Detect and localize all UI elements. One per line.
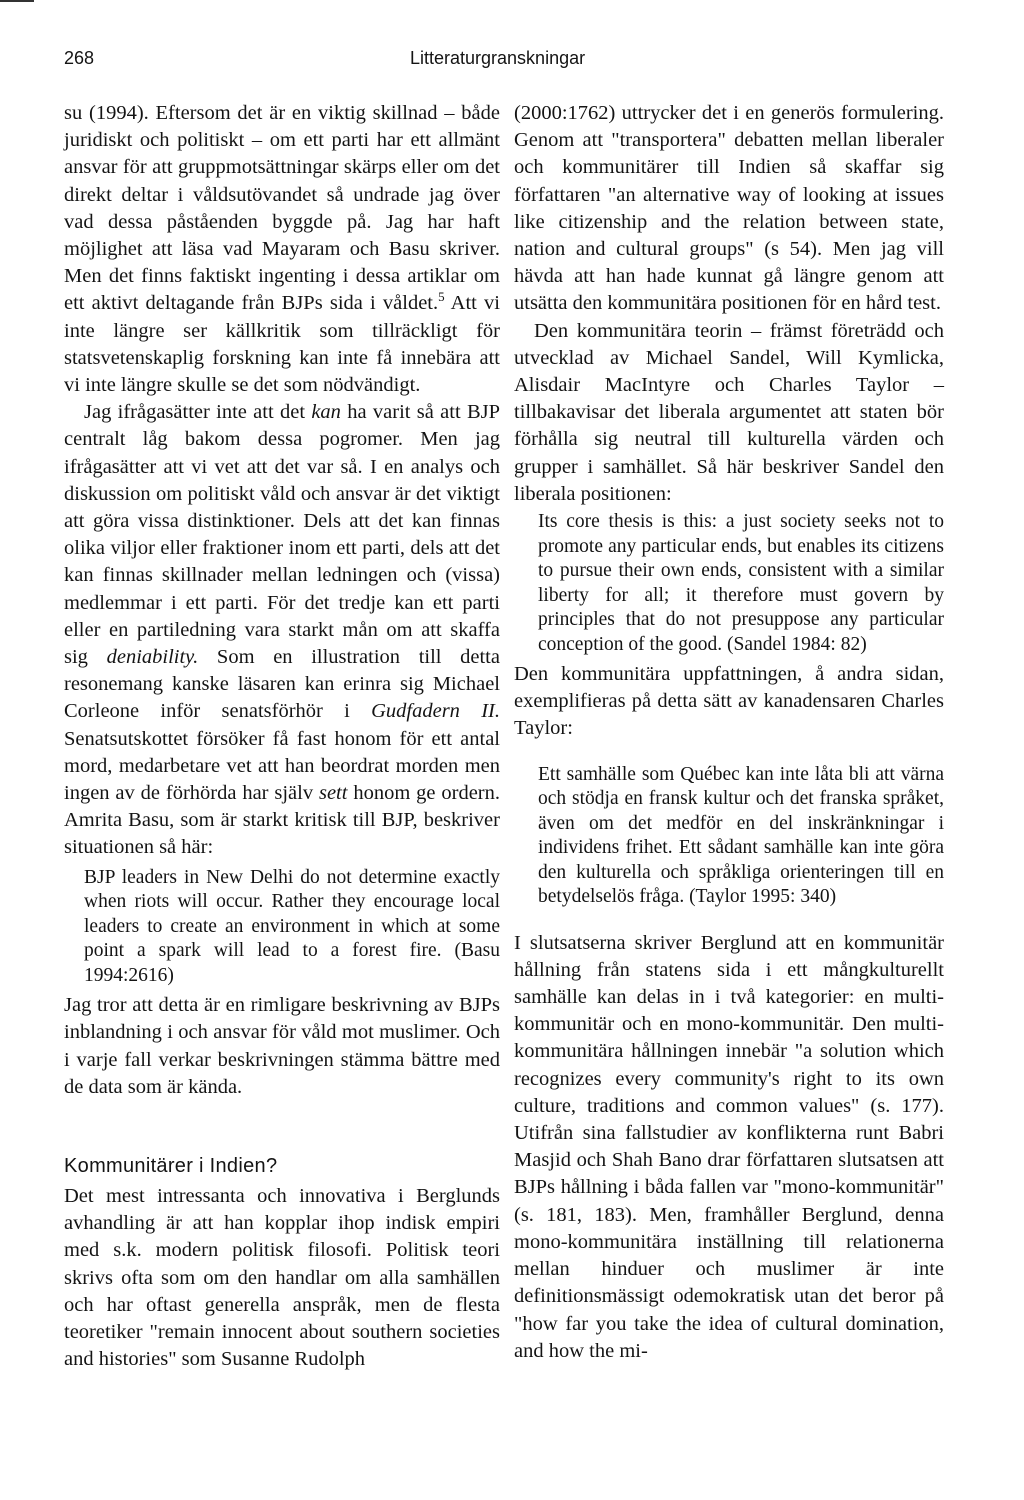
text-run: Som en illustration till detta resonemang kanske läsaren kan erinra sig Michael Corleone inför senatsförhör i (64, 646, 500, 723)
emphasis: sett (318, 782, 348, 805)
block-quote: Ett samhälle som Québec kan inte låta bli att värna och stödja en fransk kultur och det franska språket, även om det medför en del inskränkningar i individens frihet. Ett sådant samhälle kan inte göra den kulturella och språkliga orienteringen till en betydelselös fråga. (Taylor 1995: 340) (538, 763, 944, 908)
paragraph (64, 100, 500, 399)
text-run: Att vi inte längre ser källkritik som tillräckligt för statsvetenskaplig forskning kan inte få innebära att vi inte längre skulle se det som nödvändigt. (64, 292, 500, 397)
paragraph: Det mest intressanta och innovativa i Berglunds avhandling är att han kopplar ihop indisk empiri med s.k. modern politisk filosofi. Politisk teori skrivs ofta som om den handlar om alla samhällen och har oftast generella anspråk, men de flesta teoretiker "remain innocent about southern societies and histories" som Susanne Rudolph (64, 1185, 500, 1371)
paragraph: Jag tror att detta är en rimligare beskrivning av BJPs inblandning i och ansvar för våld mot muslimer. Och i varje fall verkar beskrivningen stämma bättre med de data som är kända. (64, 994, 500, 1098)
section-heading: Kommunitärer i Indien? (64, 1155, 278, 1177)
block-quote: Its core thesis is this: a just society seeks not to promote any particular ends, but enables its citizens to pursue their own ends, consistent with a similar liberty for all; it therefore must govern by principles that do not presuppose any particular conception of the good. (Sandel 1984: 82) (538, 511, 944, 655)
text-run: su (1994). Eftersom det är en viktig skillnad – både juridiskt och politiskt – om ett parti har ett allmänt ansvar för att gruppmotsättningar skärps eller om det direkt deltar i våldsutövandet så undrade jag över vad dessa påståenden byggde på. Jag har haft möjlighet att läsa vad Mayaram och Basu skriver. Men det finns faktiskt ingenting i dessa artiklar om ett aktivt deltagande från BJPs sida i våldet. (64, 102, 500, 315)
left-column (64, 100, 500, 1373)
text-run: Jag ifrågasätter inte att det (84, 401, 312, 424)
text-run: honom ge ordern. Amrita Basu, som är starkt kritisk till BJP, beskriver situationen så här: (64, 782, 501, 859)
right-column (514, 100, 944, 1365)
text-run: ha varit så att BJP centralt låg bakom dessa pogromer. Men jag ifrågasätter att vi vet att det var så. I en analys och diskussion om politiskt våld och ansvar är det viktigt att göra vissa distinktioner. Dels att det kan finnas olika viljor eller fraktioner inom ett parti, dels att det kan finnas skillnader mellan ledningen och (vissa) medlemmar i ett parti. För det tredje kan ett parti eller en partiledning vara starkt mån om att skaffa sig (64, 401, 500, 669)
footnote-marker: 5 (438, 289, 445, 305)
page-edge-mark (0, 0, 34, 2)
paragraph: (2000:1762) uttrycker det i en generös formulering. Genom att "transportera" debatten mellan liberaler och kommunitärer till Indien så skaffar sig författaren "an alternative way of looking at issues like citizenship and the relation between state, nation and cultural groups" (s 54). Men jag vill hävda att han hade kunnat gå längre genom att utsätta den kommunitära positionen för en hård test. (514, 102, 944, 315)
paragraph: Den kommunitära uppfattningen, å andra sidan, exemplifieras på detta sätt av kanadensaren Charles Taylor: (514, 663, 944, 740)
emphasis: kan (311, 401, 341, 424)
paragraph (64, 399, 500, 861)
running-title: Litteraturgranskningar (410, 48, 586, 68)
text-run: Senatsutskottet försöker få fast honom för ett antal mord, medarbetare vet att han beordrat morden men ingen av de förhörda har själv (64, 727, 500, 805)
emphasis: deniability. (106, 646, 199, 669)
paragraph: Den kommunitära teorin – främst företrädd och utvecklad av Michael Sandel, Will Kymlicka, Alisdair MacIntyre och Charles Taylor – tillbakavisar det liberala argumentet att staten bör förhålla sig neutral till kulturella värden och grupper i samhället. Så här beskriver Sandel den liberala positionen: (514, 319, 944, 505)
page-number: 268 (64, 48, 95, 68)
emphasis: Gudfadern II. (371, 700, 500, 723)
paragraph: I slutsatserna skriver Berglund att en kommunitär hållning från statens sida i ett mångkulturellt samhälle kan delas in i två kategorier: en multikommunitär och en mono-kommunitär. Den multi-kommunitära hållningen innebär "a solution which recognizes every community's right to its own culture, traditions and common values" (s. 177). Utifrån sina fallstudier av konflikterna runt Babri Masjid och Shah Bano drar författaren slutsatsen att BJPs hållning i båda fallen var "mono-kommunitär" (s. 181, 183). Men, framhåller Berglund, denna mono-kommunitära inställning till relationerna mellan hinduer och muslimer är inte definitionsmässigt odemokratisk utan det beror på "how far you take the idea of cultural domination, and how the mi- (514, 931, 944, 1362)
block-quote: BJP leaders in New Delhi do not determine exactly when riots will occur. Rather they encourage local leaders to create an environment in which at some point a spark will lead to a forest fire. (Basu 1994:2616) (84, 866, 500, 986)
running-head (0, 40, 1024, 72)
